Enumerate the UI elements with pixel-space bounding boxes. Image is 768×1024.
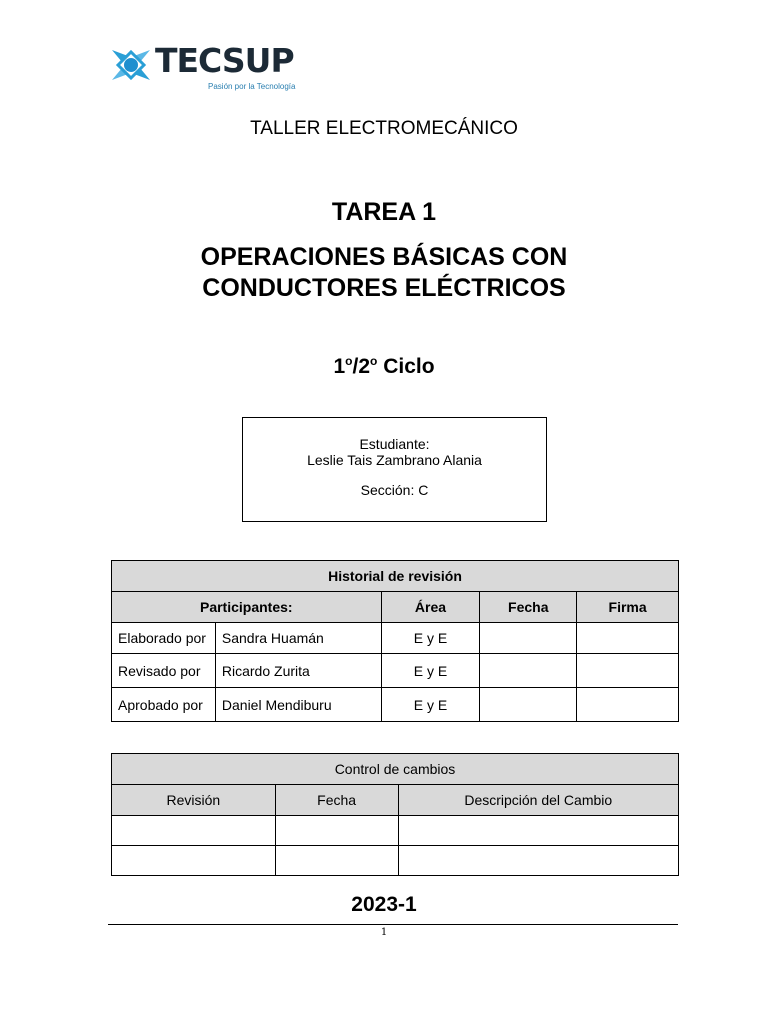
row-signature: [577, 688, 679, 722]
cycle-word: Ciclo: [383, 355, 435, 378]
header-area: Área: [381, 592, 480, 623]
tecsup-logo: [108, 40, 298, 96]
change-control-table: [111, 753, 679, 876]
logo-brand-text: TECSUP: [155, 41, 294, 80]
table-row: [112, 846, 679, 876]
empty-cell: [275, 816, 398, 846]
revision-history-table: [111, 560, 679, 722]
table-row: [112, 623, 679, 654]
header-change-date: Fecha: [275, 785, 398, 816]
row-area: E y E: [381, 623, 480, 654]
workshop-title: TALLER ELECTROMECÁNICO: [250, 118, 518, 139]
row-signature: [577, 623, 679, 654]
cycle-ordinal-a: o: [345, 354, 353, 368]
header-signature: Firma: [577, 592, 679, 623]
academic-year: 2023-1: [351, 893, 417, 916]
empty-cell: [112, 816, 276, 846]
header-date: Fecha: [480, 592, 577, 623]
task-title: TAREA 1: [331, 198, 437, 226]
subject-line-1: OPERACIONES BÁSICAS CON: [200, 243, 568, 271]
empty-cell: [398, 846, 679, 876]
student-section: Sección: C: [360, 482, 429, 498]
logo-tagline: Pasión por la Tecnología: [208, 82, 296, 91]
tecsup-emblem-icon: [108, 42, 154, 88]
cycle-second: /2: [352, 355, 370, 378]
table-row: [112, 688, 679, 722]
header-change-description: Descripción del Cambio: [398, 785, 679, 816]
student-label: Estudiante:: [359, 436, 430, 452]
row-role: Elaborado por: [112, 623, 216, 654]
footer-divider: [108, 924, 678, 925]
empty-cell: [112, 846, 276, 876]
student-info-box: [242, 417, 547, 522]
row-date: [480, 654, 577, 688]
subject-line-2: CONDUCTORES ELÉCTRICOS: [202, 274, 566, 302]
row-area: E y E: [381, 654, 480, 688]
revision-history-title: Historial de revisión: [112, 561, 679, 592]
header-participants: Participantes:: [112, 592, 382, 623]
empty-cell: [275, 846, 398, 876]
cycle-first: 1: [333, 355, 346, 378]
cycle-label: [0, 354, 768, 379]
change-control-title: Control de cambios: [112, 754, 679, 785]
header-revision: Revisión: [112, 785, 276, 816]
page-number: 1: [380, 927, 388, 938]
student-name: Leslie Tais Zambrano Alania: [307, 452, 482, 468]
table-row: [112, 654, 679, 688]
row-name: Daniel Mendiburu: [215, 688, 381, 722]
row-date: [480, 688, 577, 722]
table-row: [112, 816, 679, 846]
row-area: E y E: [381, 688, 480, 722]
row-name: Ricardo Zurita: [215, 654, 381, 688]
row-date: [480, 623, 577, 654]
row-role: Revisado por: [112, 654, 216, 688]
row-name: Sandra Huamán: [215, 623, 381, 654]
cycle-ordinal-b: o: [370, 354, 378, 368]
row-signature: [577, 654, 679, 688]
subject-title: [0, 242, 768, 304]
row-role: Aprobado por: [112, 688, 216, 722]
empty-cell: [398, 816, 679, 846]
